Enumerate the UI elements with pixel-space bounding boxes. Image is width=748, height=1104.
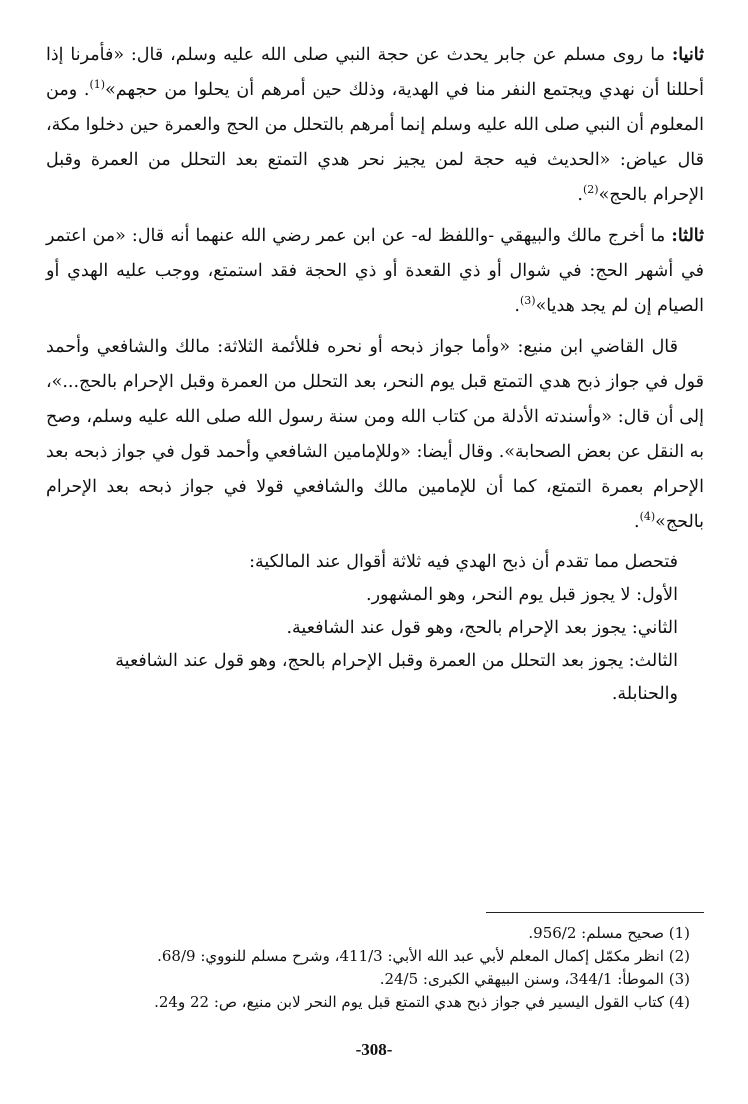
list-item: الثاني: يجوز بعد الإحرام بالحج، وهو قول عند الشافعية. bbox=[286, 618, 678, 638]
footnote: (3) الموطأ: 344/1، وسنن البيهقي الكبرى: 24/5. bbox=[379, 970, 690, 988]
paragraph-text: . ومن المعلوم أن النبي صلى الله عليه وسلم إنما أمرهم بالتحلل من الحج والعمرة حين دخلوا مكة، قال عياض: «الحديث فيه حجة لمن يجيز نحر هدي التمتع بعد التحلل من العمرة وقبل الإحرام بالحج» bbox=[46, 80, 704, 205]
paragraph-third-evidence bbox=[46, 219, 704, 324]
paragraph-text: ما روى مسلم عن جابر يحدث عن حجة النبي صلى الله عليه وسلم، قال: «فأمرنا إذا أحللنا أن نهدي ويجتمع النفر منا في الهدية، وذلك حين أمرهم أن يحلوا من حجهم» bbox=[46, 45, 704, 100]
paragraph-text: قال القاضي ابن منيع: «وأما جواز ذبحه أو نحره فللأئمة الثلاثة: مالك والشافعي وأحمد قول في جواز ذبح هدي التمتع قبل يوم النحر، بعد التحلل من العمرة وقبل الإحرام بالحج...»، إلى أن قال: «وأسندته الأدلة من كتاب الله ومن سنة رسول الله صلى الله عليه وسلم، وصح به النقل عن بعض الصحابة». وقال أيضا: «وللإمامين الشافعي وأحمد قول في جواز ذبحه بعد الإحرام بعمرة التمتع، كما أن للإمامين مالك والشافعي قولا في جواز ذبحه بعد الإحرام بالحج» bbox=[46, 337, 704, 532]
footnote-reference: (4) bbox=[639, 510, 656, 524]
list-item: الثالث: يجوز بعد التحلل من العمرة وقبل الإحرام بالحج، وهو قول عند الشافعية والحنابلة. bbox=[115, 651, 678, 704]
footnote-divider bbox=[486, 912, 704, 913]
footnote-reference: (3) bbox=[519, 294, 536, 308]
paragraph-second-evidence bbox=[46, 38, 704, 213]
page-number: -308- bbox=[355, 1040, 393, 1059]
paragraph-lead: ثالثا: bbox=[671, 226, 704, 246]
list-item: الأول: لا يجوز قبل يوم النحر، وهو المشهور. bbox=[366, 585, 678, 605]
footnote-reference: (2) bbox=[582, 183, 599, 197]
summary-intro: فتحصل مما تقدم أن ذبح الهدي فيه ثلاثة أقوال عند المالكية: bbox=[249, 552, 678, 572]
paragraph-end: . bbox=[514, 296, 520, 316]
summary-list bbox=[46, 546, 704, 711]
paragraph-end: . bbox=[577, 185, 583, 205]
footnote: (2) انظر مكمّل إكمال المعلم لأبي عبد الله الأبي: 411/3، وشرح مسلم للنووي: 68/9. bbox=[157, 947, 690, 965]
footnote-reference: (1) bbox=[89, 78, 106, 92]
paragraph-lead: ثانيا: bbox=[671, 45, 704, 65]
paragraph-text: ما أخرج مالك والبيهقي -واللفظ له- عن ابن عمر رضي الله عنهما أنه قال: «من اعتمر في أشهر الحج: في شوال أو ذي القعدة أو ذي الحجة فقد استمتع، ووجب عليه الهدي أو الصيام إن لم يجد هديا» bbox=[46, 226, 704, 316]
footnote: (4) كتاب القول اليسير في جواز ذبح هدي التمتع قبل يوم النحر لابن منيع، ص: 22 و24. bbox=[154, 993, 690, 1011]
footnote: (1) صحيح مسلم: 956/2. bbox=[528, 924, 690, 942]
footnotes bbox=[46, 922, 704, 1014]
paragraph-end: . bbox=[633, 512, 640, 532]
paragraph-ibn-mani-quote bbox=[46, 330, 704, 540]
